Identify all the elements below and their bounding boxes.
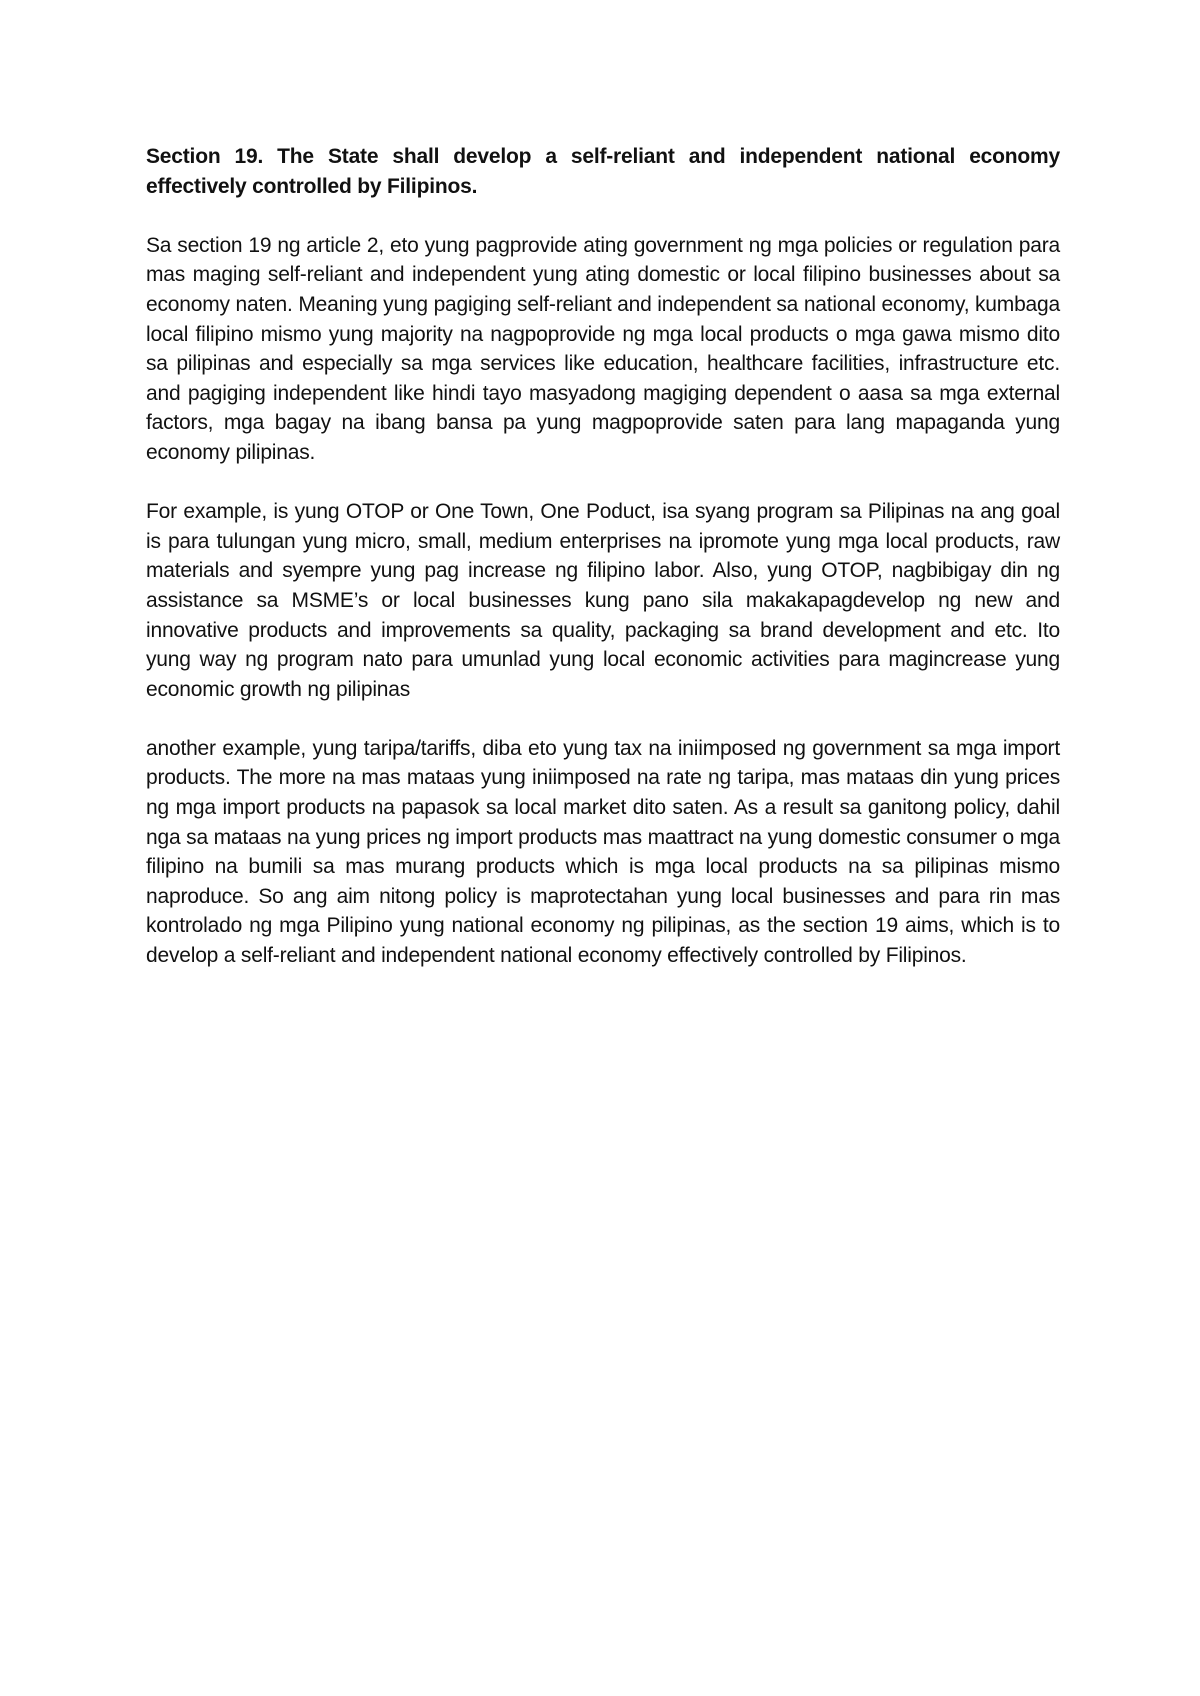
paragraph-tariff-example: another example, yung taripa/tariffs, diba eto yung tax na iniimposed ng government sa mga import products. The more na mas mataas yung iniimposed na rate ng taripa, mas mataas din yung prices ng mga import products na papasok sa local market dito saten. As a result sa ganitong policy, dahil nga sa mataas na yung prices ng import products mas maattract na yung domestic consumer o mga filipino na bumili sa mas murang products which is mga local products na sa pilipinas mismo naproduce. So ang aim nitong policy is maprotectahan yung local businesses and para rin mas kontrolado ng mga Pilipino yung national economy ng pilipinas, as the section 19 aims, which is to develop a self-reliant and independent national economy effectively controlled by Filipinos.	[146, 736, 1060, 968]
paragraph-intro: Sa section 19 ng article 2, eto yung pagprovide ating government ng mga policies or regulation para mas maging self-reliant and independent yung ating domestic or local filipino businesses about sa economy naten. Meaning yung pagiging self-reliant and independent sa national economy, kumbaga local filipino mismo yung majority na nagpoprovide ng mga local products o mga gawa mismo dito sa pilipinas and especially sa mga services like education, healthcare facilities, infrastructure etc. and pagiging independent like hindi tayo masyadong magiging dependent o aasa sa mga external factors, mga bagay na ibang bansa pa yung magpoprovide saten para lang mapaganda yung economy pilipinas.	[146, 233, 1060, 464]
section-heading: Section 19. The State shall develop a self-reliant and independent national economy effectively controlled by Filipinos.	[146, 145, 1060, 198]
document-body	[146, 142, 1060, 1000]
paragraph-otop-example: For example, is yung OTOP or One Town, One Poduct, isa syang program sa Pilipinas na ang goal is para tulungan yung micro, small, medium enterprises na ipromote yung mga local products, raw materials and syempre yung pag increase ng filipino labor. Also, yung OTOP, nagbibigay din ng assistance sa MSME’s or local businesses kung pano sila makakapagdevelop ng new and innovative products and improvements sa quality, packaging sa brand development and etc. Ito yung way ng program nato para umunlad yung local economic activities para magincrease yung economic growth ng pilipinas	[146, 500, 1060, 701]
